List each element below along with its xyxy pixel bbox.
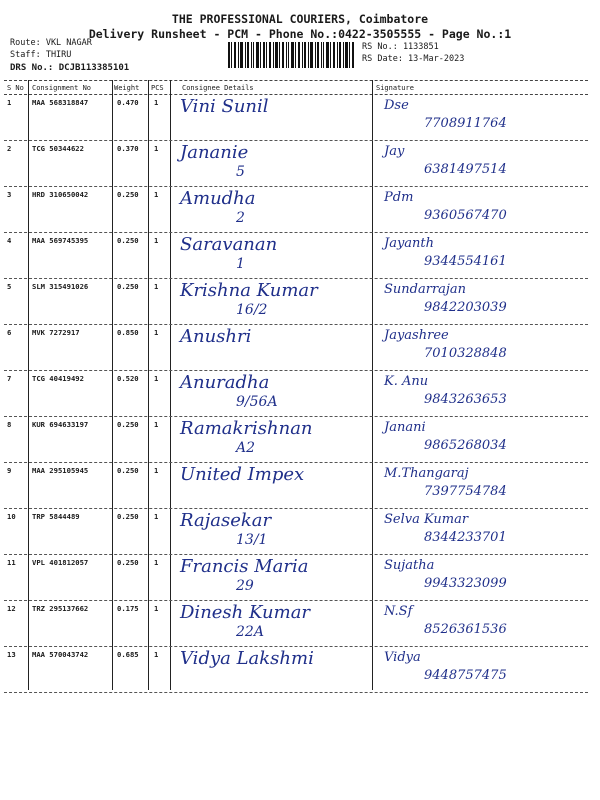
drs-number: DRS No.: DCJB113385101 — [10, 63, 130, 73]
consignee-name: Rajasekar — [180, 510, 272, 531]
consignee-note: 5 — [236, 164, 245, 180]
table-row — [4, 462, 588, 509]
consignee-name: Dinesh Kumar — [180, 602, 311, 623]
consignee-name: Saravanan — [180, 234, 278, 255]
sno-cell: 1 — [7, 98, 12, 107]
pcs-cell: 1 — [154, 420, 159, 429]
consignment-cell: SLM 315491026 — [32, 282, 89, 291]
receiver-signature: N.Sf — [384, 604, 413, 619]
table-row — [4, 140, 588, 187]
pcs-cell: 1 — [154, 466, 159, 475]
table-row — [4, 186, 588, 233]
consignee-name: Ramakrishnan — [180, 418, 313, 439]
pcs-cell: 1 — [154, 604, 159, 613]
consignee-name: United Impex — [180, 464, 305, 485]
table-row — [4, 94, 588, 141]
document-subtitle: Delivery Runsheet - PCM - Phone No.:0422-3505555 - Page No.:1 — [88, 27, 512, 41]
receiver-phone: 9843263653 — [424, 392, 507, 407]
consignment-cell: MAA 570043742 — [32, 650, 89, 659]
column-header-signature: Signature — [376, 84, 414, 92]
consignment-cell: VPL 401812057 — [32, 558, 89, 567]
table-row — [4, 278, 588, 325]
receiver-signature: Janani — [384, 420, 426, 435]
consignment-cell: TRP 5844489 — [32, 512, 80, 521]
receiver-phone: 7397754784 — [424, 484, 507, 499]
receiver-signature: Pdm — [384, 190, 414, 205]
column-header-sno: S No — [7, 84, 24, 92]
receiver-signature: Dse — [384, 98, 409, 113]
weight-cell: 0.250 — [117, 236, 139, 245]
sno-cell: 12 — [7, 604, 16, 613]
weight-cell: 0.250 — [117, 190, 139, 199]
receiver-signature: Vidya — [384, 650, 421, 665]
receiver-phone: 9360567470 — [424, 208, 507, 223]
table-row — [4, 370, 588, 417]
receiver-signature: Sujatha — [384, 558, 435, 573]
receiver-signature: Jayashree — [384, 328, 449, 343]
document-title: THE PROFESSIONAL COURIERS, Coimbatore — [171, 12, 429, 26]
consignee-note: 2 — [236, 210, 245, 226]
table-row — [4, 646, 588, 693]
weight-cell: 0.470 — [117, 98, 139, 107]
pcs-cell: 1 — [154, 650, 159, 659]
table-row — [4, 508, 588, 555]
sno-cell: 3 — [7, 190, 12, 199]
consignee-name: Krishna Kumar — [180, 280, 318, 301]
consignee-name: Vini Sunil — [180, 96, 269, 117]
runsheet-table — [4, 80, 588, 690]
weight-cell: 0.850 — [117, 328, 139, 337]
receiver-signature: Sundarrajan — [384, 282, 467, 297]
consignee-name: Anuradha — [180, 372, 270, 393]
receiver-phone: 7708911764 — [424, 116, 507, 131]
receiver-phone: 7010328848 — [424, 346, 507, 361]
consignment-cell: TRZ 295137662 — [32, 604, 89, 613]
consignee-note: A2 — [236, 440, 256, 456]
receiver-phone: 8344233701 — [424, 530, 507, 545]
receiver-signature: Jay — [384, 144, 405, 159]
weight-cell: 0.685 — [117, 650, 139, 659]
consignment-cell: TCG 50344622 — [32, 144, 84, 153]
barcode — [228, 42, 354, 68]
sno-cell: 13 — [7, 650, 16, 659]
consignment-cell: TCG 40419492 — [32, 374, 84, 383]
pcs-cell: 1 — [154, 144, 159, 153]
route-label: Route: VKL NAGAR — [10, 38, 92, 48]
sno-cell: 5 — [7, 282, 12, 291]
consignment-cell: HRD 310650042 — [32, 190, 89, 199]
pcs-cell: 1 — [154, 512, 159, 521]
consignment-cell: KUR 694633197 — [32, 420, 89, 429]
sno-cell: 8 — [7, 420, 12, 429]
weight-cell: 0.370 — [117, 144, 139, 153]
consignment-cell: MAA 569745395 — [32, 236, 89, 245]
consignee-name: Vidya Lakshmi — [180, 648, 314, 669]
sno-cell: 6 — [7, 328, 12, 337]
rs-date: RS Date: 13-Mar-2023 — [362, 54, 465, 64]
column-header-consignee: Consignee Details — [182, 84, 254, 92]
receiver-signature: K. Anu — [384, 374, 429, 389]
weight-cell: 0.175 — [117, 604, 139, 613]
consignee-name: Anushri — [180, 326, 252, 347]
pcs-cell: 1 — [154, 190, 159, 199]
consignee-name: Francis Maria — [180, 556, 309, 577]
table-row — [4, 232, 588, 279]
receiver-phone: 9943323099 — [424, 576, 507, 591]
column-header-consignment: Consignment No — [32, 84, 92, 92]
receiver-phone: 9842203039 — [424, 300, 507, 315]
weight-cell: 0.520 — [117, 374, 139, 383]
table-row — [4, 324, 588, 371]
sno-cell: 10 — [7, 512, 16, 521]
weight-cell: 0.250 — [117, 466, 139, 475]
sno-cell: 11 — [7, 558, 16, 567]
pcs-cell: 1 — [154, 374, 159, 383]
consignment-cell: MAA 295105945 — [32, 466, 89, 475]
receiver-phone: 6381497514 — [424, 162, 507, 177]
pcs-cell: 1 — [154, 328, 159, 337]
weight-cell: 0.250 — [117, 558, 139, 567]
consignee-note: 13/1 — [236, 532, 268, 548]
consignee-note: 22A — [236, 624, 264, 640]
consignment-cell: MAA 568318847 — [32, 98, 89, 107]
table-row — [4, 554, 588, 601]
weight-cell: 0.250 — [117, 512, 139, 521]
sno-cell: 2 — [7, 144, 12, 153]
receiver-signature: Selva Kumar — [384, 512, 469, 527]
column-header-weight: Weight — [114, 84, 140, 92]
pcs-cell: 1 — [154, 558, 159, 567]
consignee-note: 29 — [236, 578, 254, 594]
consignee-name: Amudha — [180, 188, 256, 209]
table-row — [4, 600, 588, 647]
pcs-cell: 1 — [154, 98, 159, 107]
table-top-rule — [4, 80, 588, 81]
consignee-note: 1 — [236, 256, 245, 272]
receiver-phone: 8526361536 — [424, 622, 507, 637]
consignee-note: 16/2 — [236, 302, 268, 318]
weight-cell: 0.250 — [117, 420, 139, 429]
rs-number: RS No.: 1133851 — [362, 42, 439, 52]
receiver-phone: 9865268034 — [424, 438, 507, 453]
consignee-name: Jananie — [180, 142, 249, 163]
consignee-note: 9/56A — [236, 394, 278, 410]
pcs-cell: 1 — [154, 282, 159, 291]
sno-cell: 7 — [7, 374, 12, 383]
column-header-pcs: PCS — [151, 84, 164, 92]
receiver-phone: 9448757475 — [424, 668, 507, 683]
receiver-signature: M.Thangaraj — [384, 466, 469, 481]
pcs-cell: 1 — [154, 236, 159, 245]
staff-label: Staff: THIRU — [10, 50, 72, 60]
sno-cell: 9 — [7, 466, 12, 475]
receiver-signature: Jayanth — [384, 236, 435, 251]
sno-cell: 4 — [7, 236, 12, 245]
weight-cell: 0.250 — [117, 282, 139, 291]
consignment-cell: MVK 7272917 — [32, 328, 80, 337]
receiver-phone: 9344554161 — [424, 254, 507, 269]
table-row — [4, 416, 588, 463]
